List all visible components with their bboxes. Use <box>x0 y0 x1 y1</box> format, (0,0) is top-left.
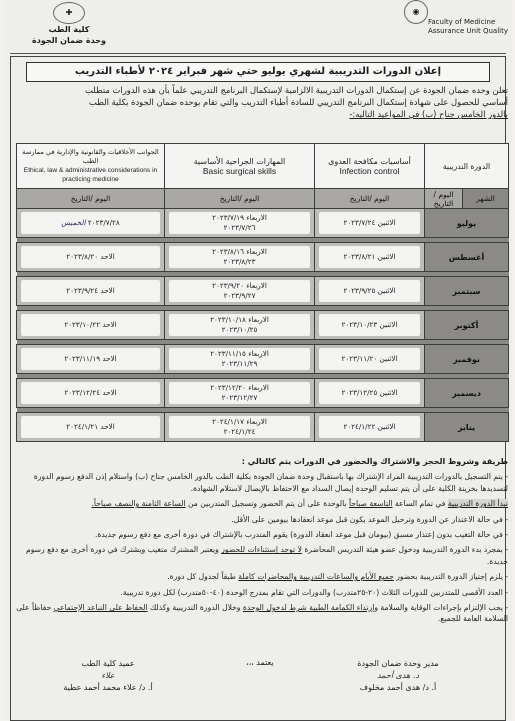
term-absence: - في حالة التغيب بدون إعتذار مسبق (بيومان قبل موعد انعقاد الدورة) يقوم المتدرب بالإشتراك في دورة أخرى مع دفع رسوم جديدة. <box>95 530 508 540</box>
subheader-month: الشهر <box>463 189 509 209</box>
term-full-attendance: - يلزم إجتياز الدورة التدريبية بحضور جميع الأيام والساعات التدريبية والمحاضرات كاملة طبقاً لجدول كل دورة. <box>167 572 508 582</box>
faculty-letterhead-left <box>10 2 128 46</box>
ethics-signature-note: الخميس <box>61 218 86 227</box>
announcement-title: إعلان الدورات التدريبية لشهري يوليو حتي شهر فبراير ٢٠٢٤ لأطباء التدريب <box>26 62 490 82</box>
intro-line-1: تعلن وحده ضمان الجودة عن إستكمال الدورات التدريبية الالزامية لإستكمال البرنامج التدريبي علماً بأن هذه الدورات متطلب <box>84 85 508 95</box>
term-start-time: تبدأ الدورة التدريبية في تمام الساعة التاسعة صباحاً بالوحدة على أن يتم الحضور وتسجيل المتدربين من الساعة الثامنة والنصف صباحاً. <box>91 499 508 509</box>
month-cell: أغسطس <box>425 243 509 272</box>
subheader-surgical-date: اليوم /التاريخ <box>165 189 315 209</box>
faculty-logo-icon: ✚ <box>53 2 85 24</box>
header-divider <box>10 53 506 54</box>
month-cell: يناير <box>425 413 509 442</box>
term-safety: - يجب الإلتزام بإجراءات الوقاية والسلامة وإرتداء الكمامة الطبية شرط لدخول الوحدة وخلال الدورة التدريبية وكذلك الحفاظ على التباعد الإجتماعي حفاظاً على السلامة العامة للجميع. <box>16 603 508 624</box>
terms-section <box>16 456 508 629</box>
month-cell: أكتوبر <box>425 311 509 340</box>
intro-line-3: بالدور الخامس جناح (ب) في المواعيد التاليه:- <box>349 109 508 120</box>
month-cell: ديسمبر <box>425 379 509 408</box>
faculty-name-ar: كلية الطب <box>48 25 90 34</box>
approval-label: يعتمد ،،، <box>246 658 274 667</box>
term-max-trainees: - العدد الأقصى للمتدربين للدورات الثلاث (٢٠-٢٥متدرب) والدورات التي تقام بمدرج الوحدة (٤٠-٥٠متدرب) لكل دورة تدريبية. <box>120 587 508 597</box>
subheader-ethics-date: اليوم /التاريخ <box>17 189 165 209</box>
table-row: الاحد ٢٠٢٣/١١/١٩ الاربعاء ٢٠٢٣/١١/١٥ ٢٠٢٣/١١/٢٩ الاثنين ٢٠٢٣/١١/٢٠ نوفمبر <box>17 345 509 374</box>
table-row: الاحد ٢٠٢٣/٩/٢٤ الاربعاء ٢٠٢٣/٩/٢٠ ٢٠٢٣/٩/٢٧ الاثنين ٢٠٢٣/٩/٢٥ سبتمبر <box>17 277 509 306</box>
month-cell: نوفمبر <box>425 345 509 374</box>
header-surgical: المهارات الجراحية الأساسية Basic surgical skills <box>165 144 315 189</box>
schedule-table <box>16 143 509 442</box>
month-cell: يوليو <box>425 209 509 238</box>
term-registration: - يتم التسجيل بالدورات التدريبية المراد الإشتراك بها باستقبال وحدة ضمان الجودة بكلية الطب بالدور الخامس جناح (ب) واستلام إذن الدفع رسوم الدورة لتسديدها بخزينة الكلية على أن يتم تسليم الوحدة إيصال السداد مع الاحتفاظ بالإيصال لاستلام الشهادة. <box>33 472 508 493</box>
term-no-exceptions: - بمجرد بدء الدورة التدريبية ودخول عضو هيئة التدريس المحاضرة لا توجد إستثناءات للحضور ويعتبر المشترك متغيب ويشترك في دورة أخرى مع دفع رسوم جديدة. <box>26 545 508 566</box>
document-page <box>4 0 512 720</box>
quality-director-signature: مدير وحدة ضمان الجودة د. هدى أحمد أ. د/ هدى أحمد مخلوف <box>328 658 468 694</box>
header-course: الدورة التدريبية <box>425 144 509 189</box>
table-row: الاحد ٢٠٢٣/١٠/٢٢ الاربعاء ٢٠٢٣/١٠/١٨ ٢٠٢٣/١٠/٢٥ الاثنين ٢٠٢٣/١٠/٢٣ أكتوبر <box>17 311 509 340</box>
term-apology: - في حالة الاعتذار عن الدورة وترحيل الموعد يكون قبل موعد انعقادها بيومين على الأقل. <box>231 514 508 524</box>
table-row: الاحد ٢٠٢٤/١/٢١ الاربعاء ٢٠٢٤/١/١٧ ٢٠٢٤/١/٢٤ الاثنين ٢٠٢٤/١/٢٢ يناير <box>17 413 509 442</box>
handwritten-signature-mark: د. هدى أحمد <box>377 671 419 680</box>
table-row: الاحد ٢٠٢٣/٨/٢٠ الاربعاء ٢٠٢٣/٨/١٦ ٢٠٢٣/٨/٢٣ الاثنين ٢٠٢٣/٨/٢١ أغسطس <box>17 243 509 272</box>
unit-name-en: Assurance Unit Quality <box>428 27 508 35</box>
intro-line-2: أساسي للحصول على شهادة إستكمال البرنامج التدريبي للسادة أطباء التدريب والتي تقام بوحده ضمان الجودة بكلية الطب <box>89 97 508 108</box>
subheader-day-date: اليوم /التاريخ <box>425 189 463 209</box>
unit-name-ar: وحدة ضمان الجودة <box>32 36 106 45</box>
handwritten-signature-mark: علاء <box>101 671 115 680</box>
letterhead <box>4 0 512 52</box>
faculty-name-en: Faculty of Medicine <box>428 18 496 26</box>
dean-signature: عميد كلية الطب علاء أ. د/ علاء محمد أحمد عطية <box>28 658 188 694</box>
table-row: الاحد ٢٠٢٣/١٢/٢٤ الاربعاء ٢٠٢٣/١٢/٢٠ ٢٠٢٣/١٢/٢٧ الاثنين ٢٠٢٣/١٢/٢٥ ديسمبر <box>17 379 509 408</box>
university-seal-icon: ◉ <box>404 0 428 24</box>
header-infection: أساسيات مكافحة العدوى Infection control <box>315 144 425 189</box>
intro-paragraph <box>16 84 508 121</box>
terms-heading: طريقة وشروط الحجز والاشتراك والحضور في الدورات يتم كالتالي : <box>241 457 508 466</box>
month-cell: سبتمبر <box>425 277 509 306</box>
table-row: الخميس ٢٠٢٣/٧/٢٨ الاربعاء ٢٠٢٣/٧/١٩ ٢٠٢٣/٧/٢٦ الاثنين ٢٠٢٣/٧/٢٤ يوليو <box>17 209 509 238</box>
subheader-infection-date: اليوم /التاريخ <box>315 189 425 209</box>
header-ethics: الجوانب الأخلاقيات والقانونية والإدارية في ممارسة الطب Ethical, law & administrative considerations in practicing medicine <box>17 144 165 189</box>
